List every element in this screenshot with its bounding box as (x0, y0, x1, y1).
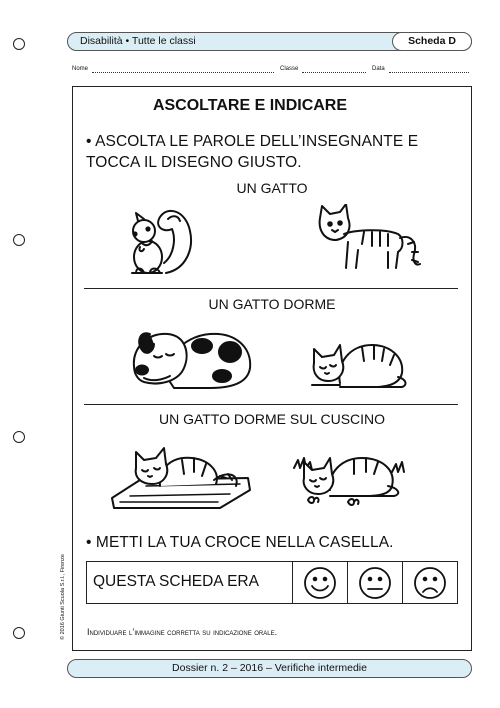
date-line[interactable] (389, 72, 469, 73)
header-category: Disabilità • Tutte le classi (80, 35, 196, 47)
worksheet-title: ASCOLTARE E INDICARE (152, 97, 348, 114)
binder-hole-middle (13, 234, 25, 246)
row-2-label: UN GATTO DORME (208, 296, 336, 312)
squirrel-icon[interactable] (124, 199, 196, 281)
class-line[interactable] (302, 72, 366, 73)
header-bar (67, 32, 472, 51)
row-1-label: UN GATTO (236, 180, 308, 196)
cat-on-cushion-icon[interactable] (110, 440, 254, 512)
rating-cell-sad[interactable] (402, 562, 458, 603)
row-3-label: UN GATTO DORME SUL CUSCINO (158, 411, 386, 427)
instruction-line-2: TOCCA IL DISEGNO GIUSTO. (86, 154, 302, 171)
happy-face-icon (293, 562, 348, 603)
footer-bar: Dossier n. 2 – 2016 – Verifiche intermedie (67, 659, 472, 678)
instruction-line-1: • ASCOLTA LE PAROLE DELL’INSEGNANTE E (86, 133, 419, 150)
sad-face-icon (403, 562, 458, 603)
instruction-cross: • METTI LA TUA CROCE NELLA CASELLA. (86, 534, 394, 551)
row-separator-1 (84, 288, 458, 289)
row-separator-2 (84, 404, 458, 405)
rating-table (86, 561, 458, 604)
class-label: Classe (280, 66, 299, 72)
name-label: Nome (72, 66, 89, 72)
sleeping-cat-icon[interactable] (310, 327, 410, 389)
binder-hole-bottom (13, 627, 25, 639)
sleeping-dog-icon[interactable] (130, 322, 254, 392)
copyright-notice: © 2016 Giunti Scuola S.r.l., Firenze (60, 554, 66, 640)
rating-label: QUESTA SCHEDA ERA (93, 573, 259, 590)
date-label: Data (372, 66, 385, 72)
sheet-badge: Scheda D (392, 32, 472, 51)
teacher-footnote: Individuare l’immagine corretta su indicazione orale. (87, 627, 278, 637)
name-line[interactable] (92, 72, 274, 73)
rating-cell-happy[interactable] (292, 562, 348, 603)
rating-cell-neutral[interactable] (347, 562, 403, 603)
neutral-face-icon (348, 562, 403, 603)
cat-on-grass-icon[interactable] (292, 438, 412, 510)
binder-hole-lower (13, 431, 25, 443)
binder-hole-top (13, 38, 25, 50)
standing-cat-icon[interactable] (314, 204, 424, 274)
